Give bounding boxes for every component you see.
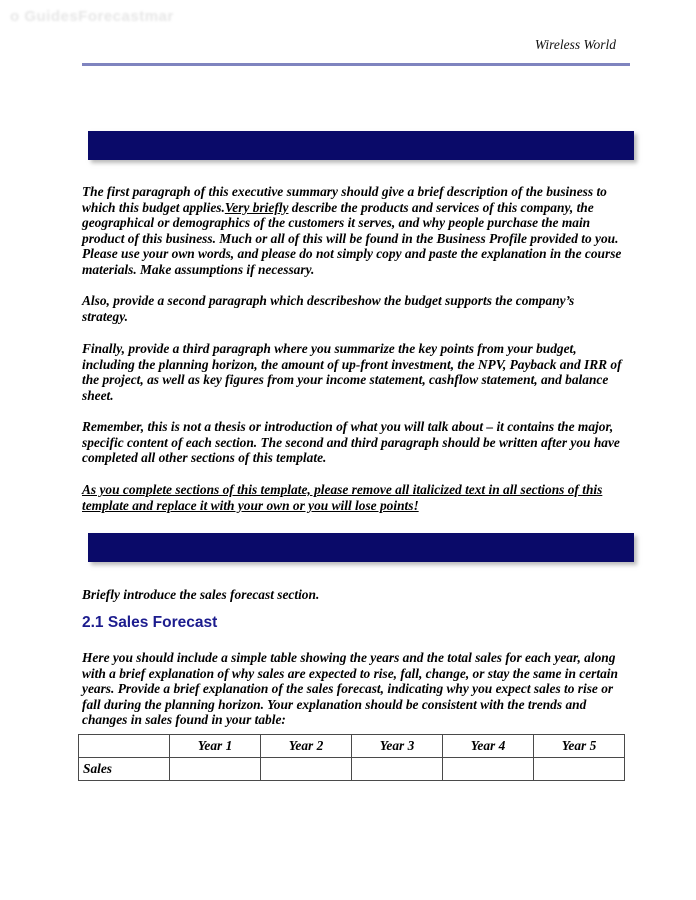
sales-year3-cell (352, 758, 443, 781)
section-banner-executive-summary (88, 131, 634, 160)
sales-forecast-heading: 2.1 Sales Forecast (82, 614, 218, 631)
exec-summary-paragraph-4: Remember, this is not a thesis or introduction of what you will talk about – it contains the major, specific content of each section. The second and third paragraph should be written after you have completed all other sections of this template. (82, 419, 620, 466)
sales-year4-cell (443, 758, 534, 781)
page-header-company: Wireless World (534, 37, 616, 52)
exec-summary-p1-text: The first paragraph of this executive summary should give a brief description of the business to which this budget applies. (82, 184, 607, 215)
table-header-year1: Year 1 (170, 735, 261, 758)
exec-summary-p1-rest: describe the products and services of this company, the geographical or demographics of the customers it serves, and why people purchase the main product of this business. Much or all of this will be found in the Business Profile provided to you. Please use your own words, and please do not simply copy and paste the explanation in the course materials. Make assumptions if necessary. (82, 199, 622, 277)
table-header-empty (79, 735, 170, 758)
sales-year1-cell (170, 758, 261, 781)
table-header-year5: Year 5 (534, 735, 625, 758)
exec-summary-paragraph-3: Finally, provide a third paragraph where you summarize the key points from your budget, including the planning horizon, the amount of up-front investment, the NPV, Payback and IRR of the project, as well as key figures from your income statement, cashflow statement, and balance sheet. (82, 341, 622, 403)
table-header-row (79, 735, 625, 758)
exec-summary-paragraph-2: Also, provide a second paragraph which describeshow the budget supports the company’s strategy. (82, 293, 575, 324)
exec-summary-paragraph-1 (82, 184, 622, 278)
sales-year2-cell (261, 758, 352, 781)
ghost-header-text: o GuidesForecastmar (10, 8, 174, 25)
sales-year5-cell (534, 758, 625, 781)
header-divider (82, 63, 630, 66)
sales-forecast-table (78, 734, 625, 781)
section-banner-sales-forecast (88, 533, 634, 562)
table-header-year4: Year 4 (443, 735, 534, 758)
sales-forecast-body: Here you should include a simple table showing the years and the total sales for each year, along with a brief explanation of why sales are expected to rise, fall, change, or stay the same in certain years. Provide a brief explanation of the sales forecast, indicating why you expect sales to rise or fall during the planning horizon. Your explanation should be consistent with the trends and changes in sales found in your table: (82, 650, 618, 728)
exec-summary-warning-paragraph: As you complete sections of this template, please remove all italicized text in all sections of this template and replace it with your own or you will lose points! (82, 482, 603, 513)
exec-summary-p1-underlined: Very briefly (224, 199, 289, 215)
table-header-year3: Year 3 (352, 735, 443, 758)
table-row-sales (79, 758, 625, 781)
table-row-label-sales: Sales (79, 758, 170, 781)
table-header-year2: Year 2 (261, 735, 352, 758)
sales-forecast-intro: Briefly introduce the sales forecast section. (82, 587, 320, 602)
